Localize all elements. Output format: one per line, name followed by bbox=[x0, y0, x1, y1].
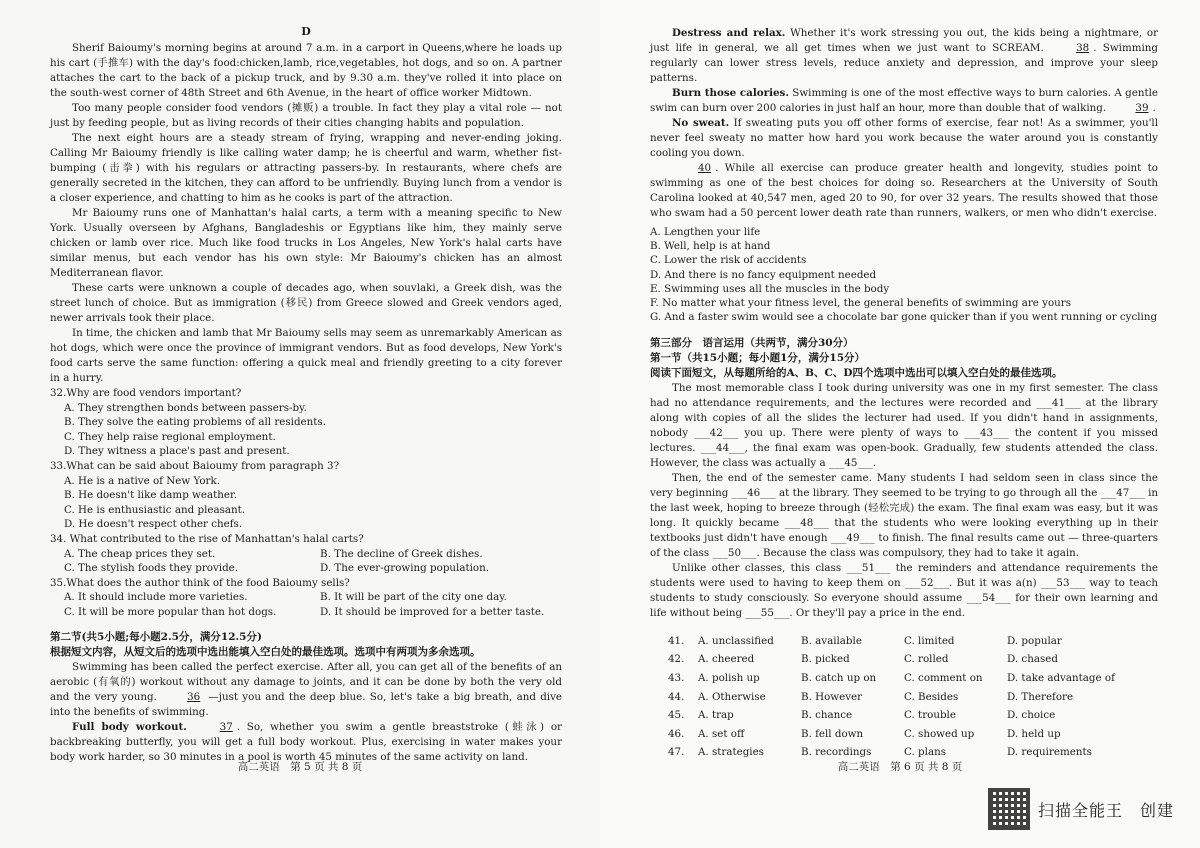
cloze-choices-table bbox=[668, 631, 1115, 761]
table-row bbox=[668, 687, 1115, 706]
choice-d: D. requirements bbox=[1007, 746, 1092, 759]
table-row bbox=[668, 650, 1115, 669]
choice-a: A. trap bbox=[698, 709, 734, 722]
choice-a: A. set off bbox=[698, 727, 745, 740]
option-row bbox=[64, 561, 562, 576]
option: A. He is a native of New York. bbox=[64, 474, 220, 487]
choice-b: B. fell down bbox=[801, 727, 864, 740]
question-35: 35.What does the author think of the food Baioumy sells? bbox=[50, 576, 350, 589]
swim-text: . While all exercise can produce greater health and longevity, studies point to swimming as one of the best choices for doing so. Researchers at the University of South Carolina looked at 40,547 men, aged 20 to 90, for over 32 years. The results showed that those who swam had a 50 percent lower death rate than runners, walkers, or men who didn't exercise. bbox=[650, 162, 1158, 219]
blank-39[interactable]: 39 bbox=[1135, 102, 1149, 114]
choice-d: D. popular bbox=[1007, 634, 1062, 647]
seven-choice-options bbox=[650, 225, 1158, 324]
table-row bbox=[668, 631, 1115, 650]
option: A. The cheap prices they set. bbox=[64, 547, 216, 560]
option: B. He doesn't like damp weather. bbox=[64, 489, 238, 502]
item-number: 41. bbox=[668, 634, 685, 647]
article-paragraph: Sherif Baioumy's morning begins at around 7 a.m. in a carport in Queens,where he loads up his cart (手推车) with the day's food:chicken,lamb, rice,vegetables, hot dogs, and so on. A partner attaches the cart to the back of a pickup truck, and by 9.30 a.m. they've rolled it into place on the south-west corner of 48th Street and 6th Avenue, in the heart of office worker Midtown. bbox=[50, 42, 562, 99]
option: B. It will be part of the city one day. bbox=[320, 591, 507, 604]
choice-d: D. chased bbox=[1007, 653, 1058, 666]
item-number: 44. bbox=[668, 690, 685, 703]
item-number: 46. bbox=[668, 727, 685, 740]
swim-paragraph-4: Burn those calories. Swimming is one of the most effective ways to burn calories. A gentle swim can burn over 200 calories in just half an hour, more than double that of walking. 39 . bbox=[650, 87, 1158, 114]
option-row bbox=[64, 547, 562, 562]
part3-subtitle: 第一节（共15小题；每小题1分，满分15分） bbox=[650, 352, 866, 365]
swim-paragraph-1 bbox=[50, 660, 562, 720]
watermark-text: 扫描全能王 创建 bbox=[1037, 800, 1174, 820]
question-33: 33.What can be said about Baioumy from paragraph 3? bbox=[50, 459, 340, 472]
choice-c: C. limited bbox=[904, 634, 955, 647]
option: B. The decline of Greek dishes. bbox=[320, 547, 483, 560]
part3-instruction: 阅读下面短文，从每题所给的A、B、C、D四个选项中选出可以填入空白处的最佳选项。 bbox=[650, 367, 1063, 380]
option: C. It will be more popular than hot dogs. bbox=[64, 605, 277, 618]
blank-40[interactable]: 40 bbox=[698, 162, 712, 174]
choice-a: A. polish up bbox=[698, 671, 760, 684]
choice-b: B. picked bbox=[801, 653, 850, 666]
choice-c: C. plans bbox=[904, 746, 946, 759]
swim-text: Swimming has been called the perfect exercise. After all, you can get all of the benefits of an aerobic (有氧的) workout without any damage to joints, and it can be done by both the very old and the very young. bbox=[50, 660, 562, 703]
blank-38[interactable]: 38 bbox=[1076, 42, 1090, 54]
choice-d: D. Therefore bbox=[1007, 690, 1074, 703]
choice-d: D. take advantage of bbox=[1007, 671, 1115, 684]
swim-text: Whether it's work stressing you out, the kids being a nightmare, or just life in general, we all get times when we just want to SCREAM. bbox=[650, 27, 1158, 54]
choice-b: B. recordings bbox=[801, 746, 872, 759]
option: D. The ever-growing population. bbox=[320, 562, 490, 575]
choice-c: C. trouble bbox=[904, 709, 956, 722]
option: G. And a faster swim would see a chocolate bar gone quicker than if you went running or cycling bbox=[650, 311, 1158, 324]
option-row bbox=[64, 605, 562, 620]
item-number: 42. bbox=[668, 653, 685, 666]
choice-c: C. comment on bbox=[904, 671, 983, 684]
item-number: 47. bbox=[668, 746, 685, 759]
option: D. They witness a place's past and present. bbox=[64, 445, 290, 458]
option: A. They strengthen bonds between passers-by. bbox=[64, 401, 307, 414]
page-footer: 高二英语 第 5 页 共 8 页 bbox=[237, 761, 363, 773]
scanner-watermark bbox=[988, 788, 1174, 830]
swim-text: . So, whether you swim a gentle breaststroke (蛙泳) or backbreaking butterfly, you will get a full body workout. Plus, exercising in water makes your body work harder, so 30 minutes in a pool is worth 45 minutes of the same activity on land. bbox=[50, 720, 562, 763]
cloze-paragraph: Unlike other classes, this class ___51___ the reminders and attendance requirements the students were used to having to keep them on ___52___. But it was a(n) ___53___ way to teach students to study consciously. So everyone should assume ___54___ for their own learning and life without being ___55___. Or they'll pay a price in the end. bbox=[650, 562, 1158, 620]
option-row bbox=[64, 590, 562, 605]
option: C. They help raise regional employment. bbox=[64, 430, 276, 443]
qr-code-icon bbox=[988, 788, 1030, 830]
item-number: 43. bbox=[668, 671, 685, 684]
swim-text: If sweating puts you off other forms of exercise, fear not! As a swimmer, you'll never feel sweaty no matter how hard you work because the water around you is constantly cooling you down. bbox=[650, 117, 1159, 159]
option: B. Well, help is at hand bbox=[650, 240, 771, 253]
option: E. Swimming uses all the muscles in the body bbox=[650, 282, 890, 295]
choice-a: A. strategies bbox=[698, 746, 764, 759]
choice-c: C. showed up bbox=[904, 727, 975, 740]
choice-b: B. However bbox=[801, 690, 863, 703]
article-paragraph: The next eight hours are a steady stream of frying, wrapping and never-ending joking. Calling Mr Baioumy friendly is like calling water damp; he is cheerful and warm, whether fist-bumping (击拳) with his regulars or attracting passers-by. In restaurants, where chefs are generally secreted in the kitchen, they can afford to be unfriendly. Buying lunch from a vendor is a closer experience, and chatting to him as he cooks is part of the attraction. bbox=[50, 132, 562, 204]
swim-paragraph-3 bbox=[650, 26, 1158, 86]
question-34: 34. What contributed to the rise of Manhattan's halal carts? bbox=[50, 532, 364, 545]
question-32: 32.Why are food vendors important? bbox=[50, 387, 242, 399]
paragraph-lead: Destress and relax. bbox=[672, 27, 786, 39]
item-number: 45. bbox=[668, 709, 685, 722]
choice-a: A. Otherwise bbox=[698, 690, 766, 703]
part3-title: 第三部分 语言运用（共两节，满分30分） bbox=[650, 337, 854, 350]
option: A. It should include more varieties. bbox=[64, 591, 248, 604]
article-paragraph: Too many people consider food vendors (摊贩) a trouble. In fact they play a vital role — not just by feeding people, but as living records of their cities changing habits and population. bbox=[50, 102, 562, 129]
paragraph-lead: Full body workout. bbox=[72, 720, 187, 733]
choice-d: D. held up bbox=[1007, 727, 1061, 740]
blank-37[interactable]: 37 bbox=[219, 720, 233, 733]
swim-paragraph-2 bbox=[50, 720, 562, 765]
choice-c: C. rolled bbox=[904, 653, 949, 666]
option: A. Lengthen your life bbox=[650, 226, 761, 238]
blank-36[interactable]: 36 bbox=[187, 690, 201, 703]
option: C. Lower the risk of accidents bbox=[650, 254, 807, 267]
paragraph-lead: Burn those calories. bbox=[672, 87, 789, 99]
choice-b: B. available bbox=[801, 634, 862, 647]
cloze-paragraph: The most memorable class I took during university was one in my first semester. The class had no attendance requirements, and the lectures were recorded and ___41___ at the library along with copies of all the slides the lecturer had used. If you didn't hand in assignments, nobody ___42___ you up. There were plenty of ways to ___43___ the content if you missed lectures. ___44___, the final exam was open-book. Gradually, few students attended the class. However, the class was actually a ___45___. bbox=[650, 382, 1158, 470]
table-row bbox=[668, 724, 1115, 743]
choice-b: B. chance bbox=[801, 709, 853, 722]
part2-title: 第二节(共5小题;每小题2.5分，满分12.5分) bbox=[50, 630, 262, 643]
choice-a: A. unclassified bbox=[698, 634, 774, 647]
paragraph-lead: No sweat. bbox=[672, 117, 730, 129]
part2-instruction: 根据短文内容，从短文后的选项中选出能填入空白处的最佳选项。选项中有两项为多余选项。 bbox=[50, 645, 481, 658]
option: F. No matter what your fitness level, the general benefits of swimming are yours bbox=[650, 297, 1072, 310]
swim-paragraph-6 bbox=[650, 161, 1158, 221]
swim-text: Swimming is one of the most effective ways to burn calories. A gentle swim can burn over 200 calories in just half an hour, more than double that of walking. bbox=[650, 87, 1158, 114]
swim-paragraph-5 bbox=[650, 116, 1158, 161]
choice-c: C. Besides bbox=[904, 690, 959, 703]
swim-text: . Swimming regularly can lower stress levels, reduce anxiety and depression, and improve your sleep patterns. bbox=[650, 42, 1158, 84]
article-paragraph: These carts were unknown a couple of decades ago, when souvlaki, a Greek dish, was the street lunch of choice. But as immigration (移民) from Greece slowed and Greek vendors aged, newer arrivals took their place. bbox=[50, 282, 562, 324]
table-row bbox=[668, 706, 1115, 725]
swim-text: —just you and the deep blue. So, let's take a big breath, and dive into the benefits of swimming. bbox=[50, 690, 563, 718]
option: D. And there is no fancy equipment needed bbox=[650, 268, 877, 281]
choice-a: A. cheered bbox=[698, 653, 755, 666]
cloze-paragraph: Then, the end of the semester came. Many students I had seldom seen in class since the very beginning ___46___ at the library. They seemed to be trying to go through all the ___47___ in the last week, hoping to breeze through (轻松完成) the exam. The final exam was easy, but it was long. It quickly became ___48___ that the students who were looking everything up in their textbooks just didn't have enough ___49___ to finish. The final results came out — three-quarters of the class ___50___. Because the class was compulsory, they had to take it again. bbox=[650, 472, 1158, 560]
option: D. It should be improved for a better taste. bbox=[320, 605, 545, 618]
article-paragraph: Mr Baioumy runs one of Manhattan's halal carts, a term with a meaning specific to New York. Usually overseen by Afghans, Bangladeshis or Egyptians like him, they mainly serve chicken or lamb over rice. Much like food trucks in Los Angeles, New York's halal carts have similar menus, but each vendor has his own style: Mr Baioumy's chicken has an almost Mediterranean flavor. bbox=[50, 207, 562, 279]
page-6 bbox=[600, 0, 1200, 848]
table-row bbox=[668, 669, 1115, 688]
option: D. He doesn't respect other chefs. bbox=[64, 518, 243, 531]
section-label: D bbox=[301, 25, 311, 38]
article-paragraph: In time, the chicken and lamb that Mr Baioumy sells may seem as unremarkably American as hot dogs, which were once the province of immigrant vendors. But as food develops, New York's food carts serve the same function: offering a quick meal and friendly greeting to a city forever in a hurry. bbox=[50, 327, 562, 384]
choice-b: B. catch up on bbox=[801, 671, 877, 684]
page-footer: 高二英语 第 6 页 共 8 页 bbox=[837, 761, 963, 773]
choice-d: D. choice bbox=[1007, 709, 1056, 722]
option: C. He is enthusiastic and pleasant. bbox=[64, 503, 246, 516]
option: C. The stylish foods they provide. bbox=[64, 562, 239, 575]
option: B. They solve the eating problems of all residents. bbox=[64, 416, 326, 429]
